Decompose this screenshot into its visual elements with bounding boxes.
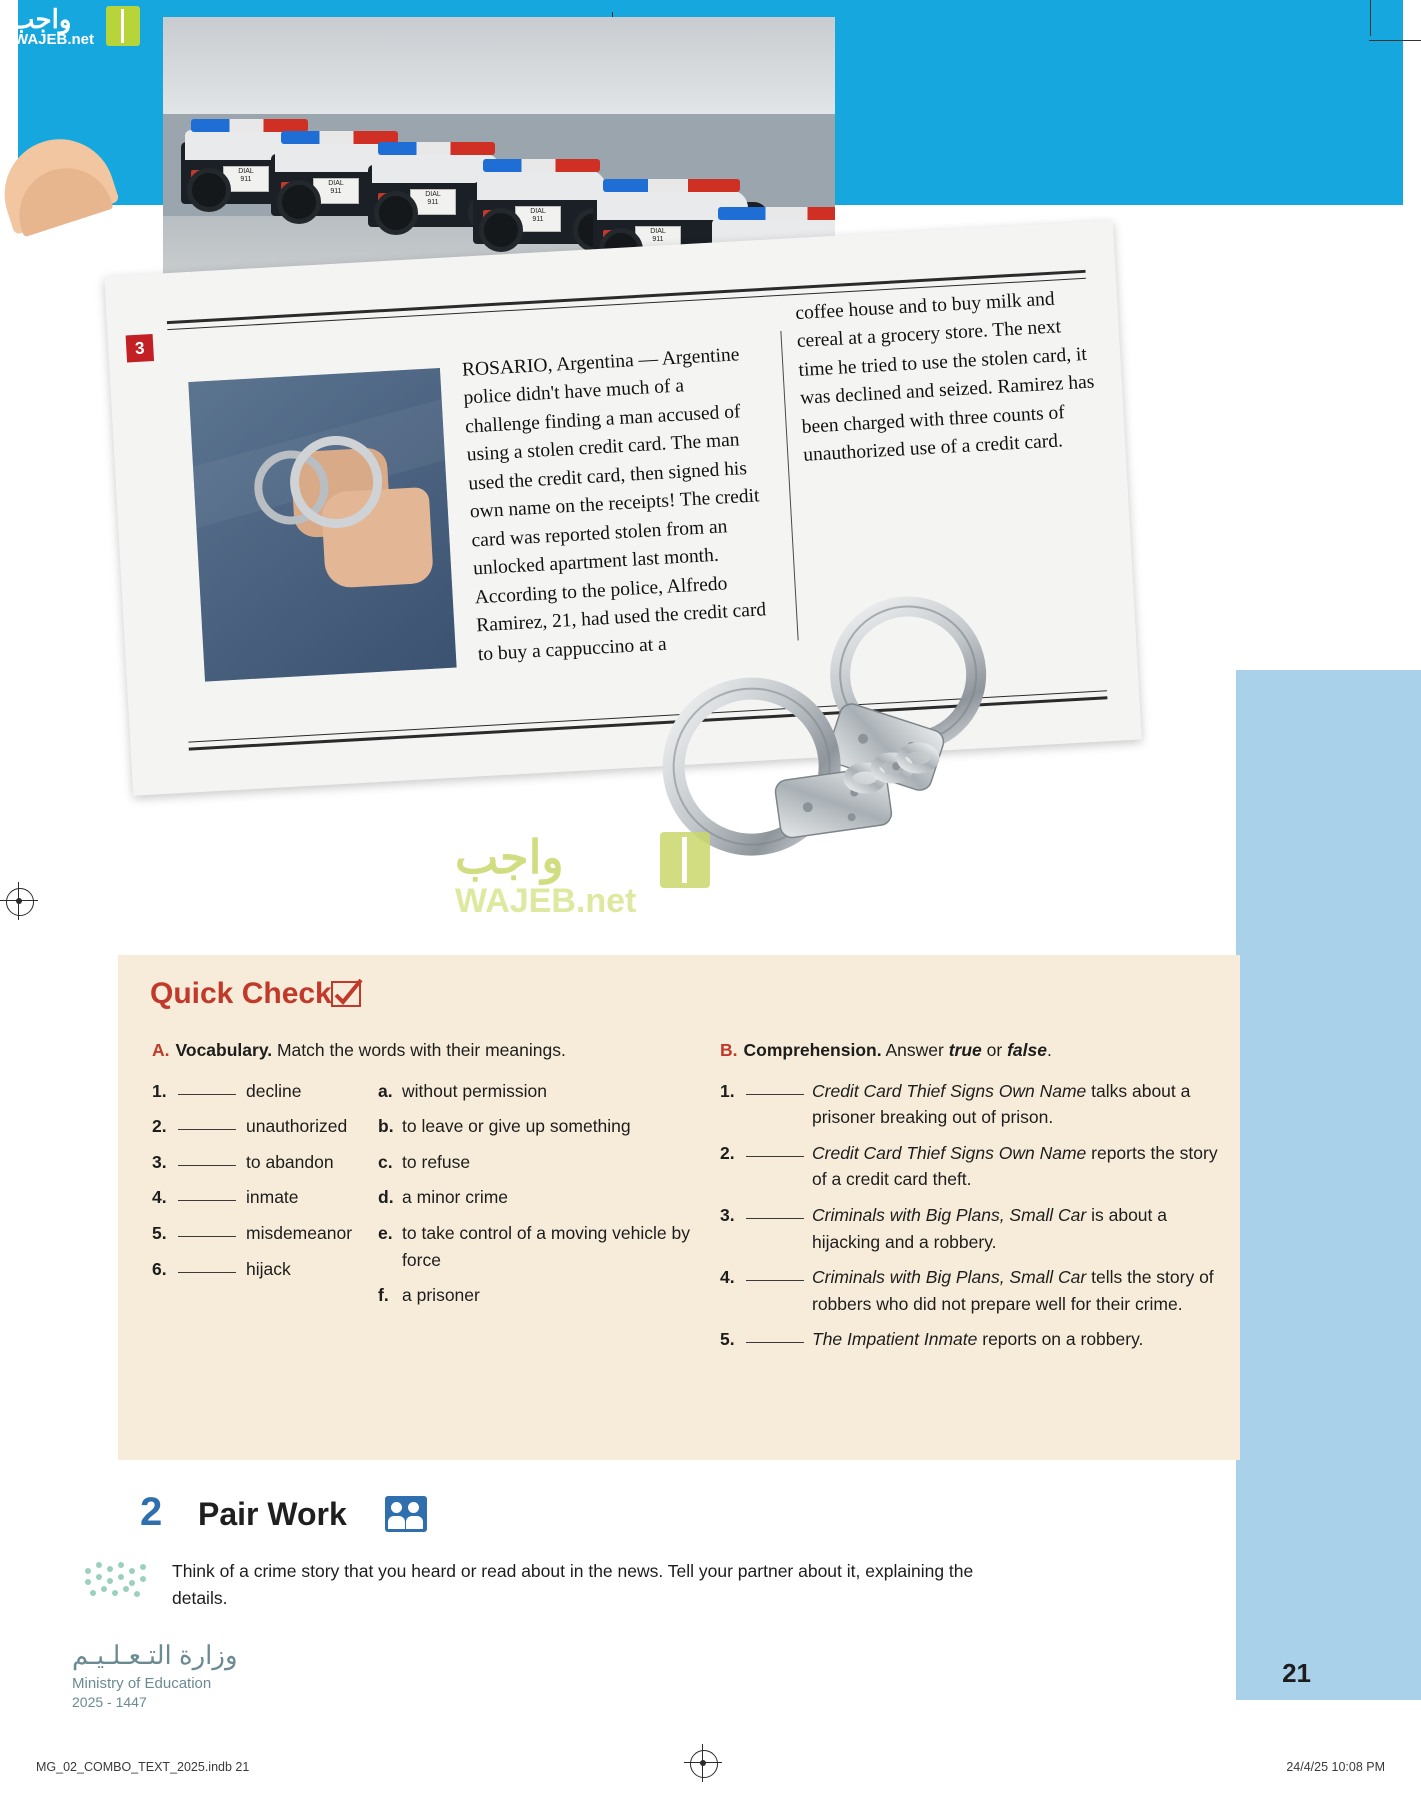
item-number: 5. [152,1222,167,1243]
section-b-period: . [1046,1040,1052,1060]
list-item[interactable] [152,1078,352,1105]
list-item [378,1184,712,1211]
section-a-heading-rest: Match the words with their meanings. [272,1040,566,1060]
pair-work-instruction: Think of a crime story that you heard or read about in the news. Tell your partner about it, explaining the details. [172,1561,974,1609]
footer-left-text: MG_02_COMBO_TEXT_2025.indb 21 [36,1760,250,1774]
section-a-label: A. [152,1040,170,1060]
item-letter: f. [378,1285,389,1306]
item-rest: is about a hijacking and a robbery. [812,1204,1167,1252]
watermark-book-icon [660,832,710,888]
item-number: 2. [152,1116,167,1137]
item-text: unauthorized [246,1116,348,1137]
item-text: to abandon [246,1151,334,1172]
item-rest: talks about a prisoner breaking out of prison. [812,1080,1191,1128]
pair-work-section [140,1490,1040,1550]
item-text [812,1326,1220,1353]
item-text: to take control of a moving vehicle by force [402,1222,690,1270]
section-b-false: false [1007,1040,1047,1060]
item-rest: tells the story of robbers who did not prepare well for their crime. [812,1267,1214,1314]
answer-blank[interactable] [178,1184,236,1201]
answer-blank[interactable] [178,1113,236,1130]
answer-blank[interactable] [746,1202,804,1219]
list-item [378,1149,712,1176]
item-text [812,1264,1220,1317]
story-title: Credit Card Thief Signs Own Name [812,1142,1087,1163]
watermark-net: WAJEB.net [455,882,637,920]
story-title: Criminals with Big Plans, Small Car [812,1204,1087,1225]
item-rest: reports the story of a credit card theft. [812,1142,1218,1190]
story-title: Criminals with Big Plans, Small Car [812,1267,1087,1288]
vocabulary-word-list [152,1078,352,1318]
section-b-label: B. [720,1040,738,1060]
item-text [812,1202,1220,1255]
pair-work-icon [385,1496,427,1532]
item-letter: c. [378,1151,393,1172]
item-number: 4. [720,1267,735,1288]
footer-right-text: 24/4/25 10:08 PM [1286,1760,1385,1774]
item-text: inmate [246,1187,299,1208]
wajeb-logo-net: WAJEB.net [14,31,95,48]
item-letter: e. [378,1222,393,1243]
section-a-heading-bold: Vocabulary. [175,1040,273,1060]
item-text: to refuse [402,1151,471,1172]
section-b-heading [720,1037,1220,1064]
book-icon [106,6,140,46]
item-letter: b. [378,1116,394,1137]
item-text: without permission [402,1080,547,1101]
list-item[interactable] [152,1184,352,1211]
list-item[interactable] [720,1078,1220,1131]
item-number: 6. [152,1258,167,1279]
pair-work-title: Pair Work [198,1496,347,1532]
list-item [378,1220,712,1273]
quick-check-title: Quick Check [150,977,332,1010]
item-text: a minor crime [402,1187,509,1208]
answer-blank[interactable] [178,1220,236,1237]
article-column-divider [780,331,798,641]
quick-check-section-a [152,1037,712,1318]
watermark-arabic: واجب [455,831,564,883]
section-b-or: or [981,1040,1008,1060]
list-item [378,1078,712,1105]
item-rest: reports on a robbery. [977,1329,1144,1350]
answer-blank[interactable] [746,1078,804,1095]
item-text [812,1140,1220,1193]
answer-blank[interactable] [178,1149,236,1166]
item-number: 3. [720,1204,735,1225]
quick-check-section-b [720,1037,1220,1362]
item-number: 1. [720,1080,735,1101]
item-text: a prisoner [402,1285,480,1306]
pair-work-number: 2 [140,1490,163,1534]
article-column-1: ROSARIO, Argentina — Argentine police didn't have much of a challenge finding a man accused of using a stolen credit card. The man used the credit card, then signed his own name on the receipts! The credit card was reported stolen from an unlocked apartment last month. According to the police, Alfredo Ramirez, 21, had used the credit card to buy a cappuccino at a [461,344,767,665]
list-item[interactable] [720,1326,1220,1353]
answer-blank[interactable] [746,1264,804,1281]
item-text: to leave or give up something [402,1116,631,1137]
ministry-years: 2025 - 1447 [72,1694,147,1710]
handcuffed-hands-photo [188,368,456,682]
section-b-true: true [948,1040,982,1060]
item-text [812,1078,1220,1131]
list-item[interactable] [720,1264,1220,1317]
answer-blank[interactable] [178,1256,236,1273]
item-number: 1. [152,1080,167,1101]
quick-check-panel [118,955,1240,1460]
list-item[interactable] [152,1113,352,1140]
answer-blank[interactable] [746,1140,804,1157]
list-item[interactable] [152,1149,352,1176]
list-item[interactable] [152,1256,352,1283]
article-number-badge: 3 [126,334,154,362]
police-car: DIAL 911 [368,115,518,227]
ministry-english: Ministry of Education [72,1675,212,1692]
item-number: 5. [720,1329,735,1350]
article-rule-bottom-thin [188,690,1107,742]
wajeb-logo-arabic: واجب [10,4,72,34]
side-blue-block [1236,670,1421,1700]
article-column-2: coffee house and to buy milk and cereal at a grocery store. The next time he tried to use the stolen card, it was declined and seized. Ramirez has been charged with three counts of unauthorized use of a credit card. [794,288,1095,467]
item-letter: a. [378,1080,393,1101]
police-car: DIAL 911 [473,132,623,244]
ministry-arabic: وزارة التـعـلـيـم [72,1640,238,1670]
registration-mark [6,888,34,916]
item-letter: d. [378,1187,394,1208]
registration-mark [690,1750,718,1778]
police-car: DIAL 911 [181,92,331,204]
decorative-dots [85,1562,155,1602]
crop-mark [1370,0,1371,36]
section-b-heading-answer: Answer [881,1040,949,1060]
police-car: DIAL 911 [271,104,421,216]
story-title: Credit Card Thief Signs Own Name [812,1080,1087,1101]
article-rule-bottom [189,696,1108,750]
check-mark-icon [330,979,364,1009]
list-item [378,1113,712,1140]
item-text: hijack [246,1258,291,1279]
crop-mark [1369,40,1421,41]
ministry-logo [72,1640,238,1710]
item-number: 3. [152,1151,167,1172]
list-item[interactable] [152,1220,352,1247]
article-card [104,220,1141,796]
story-title: The Impatient Inmate [812,1329,978,1350]
list-item [378,1282,712,1309]
item-number: 4. [152,1187,167,1208]
page-number: 21 [1282,1658,1311,1688]
section-b-heading-bold: Comprehension. [743,1040,882,1060]
watermark [455,830,725,940]
answer-blank[interactable] [178,1078,236,1095]
wajeb-logo [8,4,140,50]
item-text: misdemeanor [246,1222,353,1243]
list-item[interactable] [720,1140,1220,1193]
item-number: 2. [720,1142,735,1163]
list-item[interactable] [720,1202,1220,1255]
item-text: decline [246,1080,302,1101]
answer-blank[interactable] [746,1326,804,1343]
police-car: DIAL 911 [593,138,768,264]
vocabulary-meaning-list [378,1078,712,1318]
section-a-heading [152,1037,712,1064]
comprehension-list [720,1078,1220,1353]
